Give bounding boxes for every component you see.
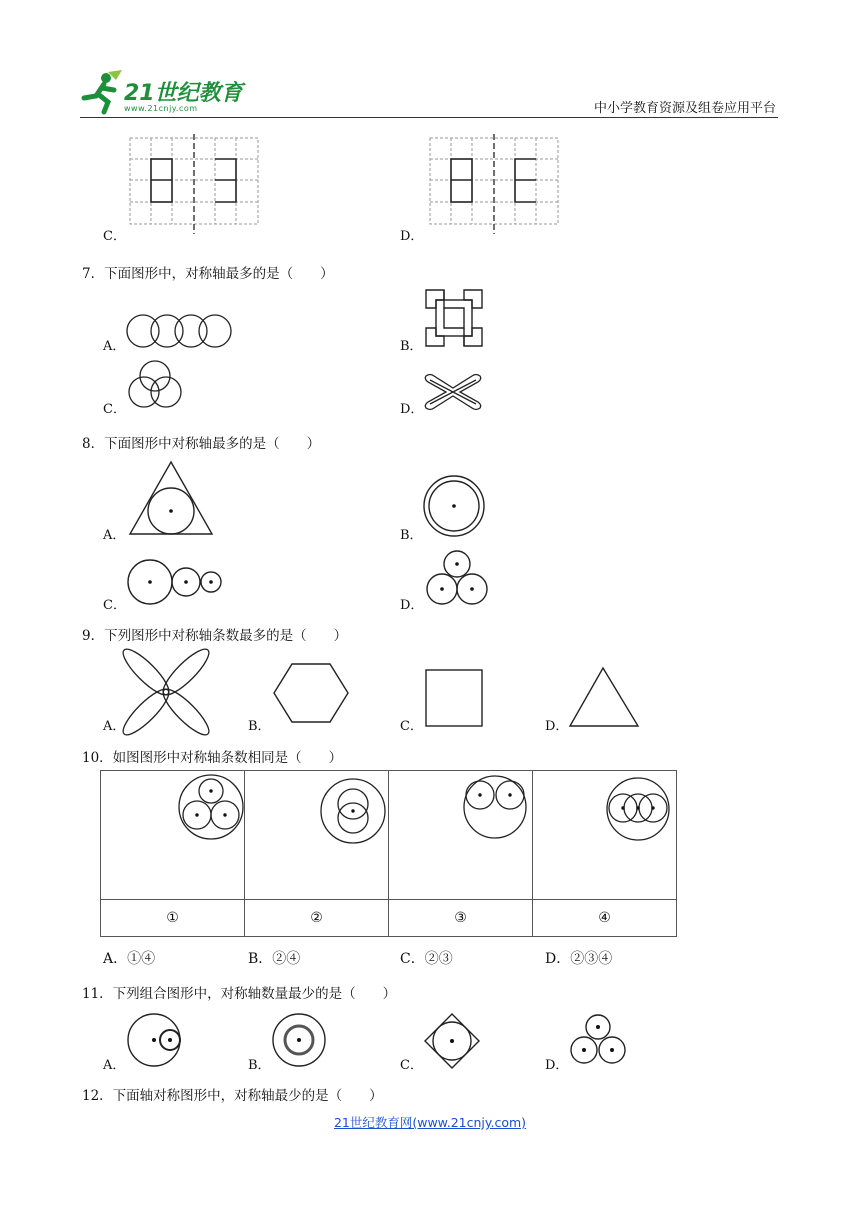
q11-option-c[interactable]: C． — [400, 1058, 423, 1073]
q10-label-3: ③ — [389, 900, 533, 937]
q8-figure-a — [126, 458, 216, 538]
logo-text: 21世纪教育 — [124, 81, 243, 106]
q6-option-d[interactable]: D． — [400, 229, 424, 244]
q9-figure-a — [124, 650, 208, 734]
q6-figure-c — [128, 134, 268, 234]
q7-figure-a — [125, 312, 235, 352]
q8-figure-c — [126, 558, 226, 608]
q7-figure-c — [125, 358, 189, 412]
q11-figure-b — [271, 1012, 329, 1070]
q8-option-a[interactable]: A． — [103, 528, 126, 543]
q9-option-d[interactable]: D． — [545, 719, 569, 734]
q9-option-c[interactable]: C． — [400, 719, 423, 734]
q10-cell-2 — [245, 771, 389, 900]
q11-option-a[interactable]: A． — [103, 1058, 126, 1073]
header-divider — [80, 117, 778, 118]
q7-option-b[interactable]: B． — [400, 339, 423, 354]
q8-option-d[interactable]: D． — [400, 598, 424, 613]
q10-option-d[interactable]: D．②③④ — [545, 951, 613, 967]
q10-cell-1 — [101, 771, 245, 900]
q9-option-b[interactable]: B． — [248, 719, 271, 734]
q11-stem: 11．下列组合图形中，对称轴数量最少的是（ ） — [82, 986, 397, 1002]
q10-label-4: ④ — [533, 900, 677, 937]
q10-figure-1 — [176, 772, 246, 842]
footer-link[interactable]: 21世纪教育网(www.21cnjy.com) — [333, 1115, 527, 1130]
runner-logo-icon — [78, 68, 126, 114]
q6-figure-d — [428, 134, 568, 234]
q10-option-c[interactable]: C．②③ — [400, 951, 453, 967]
q10-cell-3 — [389, 771, 533, 900]
q11-figure-c — [423, 1012, 481, 1070]
q9-option-a[interactable]: A． — [103, 719, 126, 734]
q8-stem: 8．下面图形中对称轴最多的是（ ） — [82, 436, 321, 452]
q11-figure-d — [568, 1012, 630, 1068]
q7-option-d[interactable]: D． — [400, 402, 424, 417]
q8-figure-b — [422, 474, 486, 538]
q7-option-a[interactable]: A． — [103, 339, 126, 354]
q7-figure-d — [420, 372, 486, 412]
q9-figure-c — [424, 668, 484, 728]
q7-stem: 7．下面图形中，对称轴最多的是（ ） — [82, 266, 334, 282]
q8-option-c[interactable]: C． — [103, 598, 126, 613]
q10-label-1: ① — [101, 900, 245, 937]
q10-figure-4 — [603, 774, 673, 844]
q11-option-d[interactable]: D． — [545, 1058, 569, 1073]
q10-figure-3 — [460, 772, 530, 842]
q8-figure-d — [424, 549, 490, 609]
logo-url: www.21cnjy.com — [124, 104, 198, 113]
q11-option-b[interactable]: B． — [248, 1058, 271, 1073]
q10-option-b[interactable]: B．②④ — [248, 951, 301, 967]
q9-figure-d — [568, 664, 642, 728]
platform-name: 中小学教育资源及组卷应用平台 — [593, 101, 776, 116]
q10-option-a[interactable]: A．①④ — [103, 951, 156, 967]
q10-figure-2 — [318, 776, 388, 846]
q12-stem: 12．下面轴对称图形中，对称轴最少的是（ ） — [82, 1088, 383, 1104]
q10-label-2: ② — [245, 900, 389, 937]
q10-cell-4 — [533, 771, 677, 900]
q11-figure-a — [126, 1012, 186, 1072]
q7-option-c[interactable]: C． — [103, 402, 126, 417]
q10-table — [100, 770, 677, 937]
q10-stem: 10．如图图形中对称轴条数相同是（ ） — [82, 750, 343, 766]
q7-figure-b — [422, 286, 486, 350]
q9-stem: 9．下列图形中对称轴条数最多的是（ ） — [82, 628, 348, 644]
q6-option-c[interactable]: C． — [103, 229, 126, 244]
q9-figure-b — [272, 660, 352, 728]
q8-option-b[interactable]: B． — [400, 528, 423, 543]
